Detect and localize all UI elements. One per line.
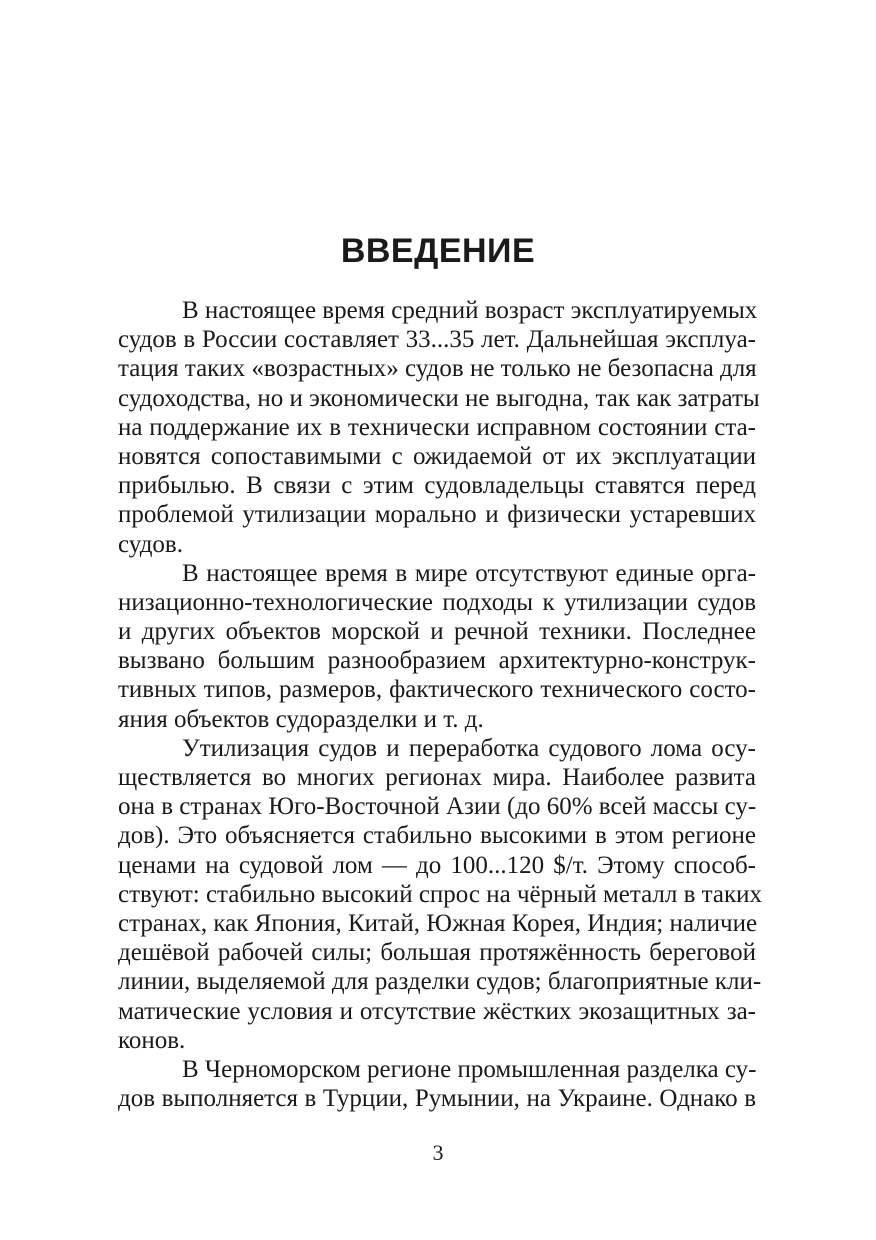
- text-line: тация таких «возрастных» судов не только не безопасна для: [118, 355, 757, 383]
- text-line: В настоящее время средний возраст эксплуатируемых: [182, 297, 758, 324]
- page-title: ВВЕДЕНИЕ: [340, 232, 536, 270]
- text-line: низационно-технологические подходы к утилизации судов: [118, 588, 756, 616]
- text-line: на поддержание их в технически исправном состоянии ста-: [118, 413, 756, 441]
- paragraph-1: [118, 296, 760, 559]
- text-line: вызвано большим разнообразием архитектурно-конструк-: [118, 647, 756, 675]
- text-line: ствуют: стабильно высокий спрос на чёрный металл в таких: [118, 880, 763, 908]
- text-line: тивных типов, размеров, фактического технического состо-: [118, 676, 756, 704]
- text-line: судов.: [118, 530, 183, 558]
- text-line: прибылью. В связи с этим судовладельцы ставятся перед: [118, 472, 756, 500]
- text-line: судов в России составляет 33...35 лет. Дальнейшая эксплуа-: [118, 326, 756, 354]
- text-line: В настоящее время в мире отсутствуют единые орга-: [182, 559, 756, 587]
- text-line: ществляется во многих регионах мира. Наиболее развита: [118, 764, 756, 791]
- paragraph-2: [118, 559, 756, 734]
- text-line: ценами на судовой лом — до 100...120 $/т. Этому способ-: [118, 851, 756, 879]
- text-line: В Черноморском регионе промышленная разделка су-: [182, 1055, 757, 1083]
- text-line: матические условия и отсутствие жёстких экозащитных за-: [118, 997, 756, 1025]
- text-line: и других объектов морской и речной техники. Последнее: [118, 618, 756, 646]
- text-line: странах, как Япония, Китай, Южная Корея, Индия; наличие: [118, 909, 758, 937]
- page-number: 3: [432, 1140, 444, 1165]
- text-line: новятся сопоставимыми с ожидаемой от их эксплуатации: [118, 442, 756, 470]
- text-line: проблемой утилизации морально и физически устаревших: [118, 501, 756, 529]
- text-line: дов). Это объясняется стабильно высокими в этом регионе: [118, 822, 756, 850]
- body-text: [118, 296, 763, 1113]
- paragraph-4: [118, 1055, 756, 1113]
- paragraph-3: [118, 734, 763, 1055]
- text-line: яния объектов судоразделки и т. д.: [118, 705, 484, 733]
- text-line: Утилизация судов и переработка судового лома осу-: [182, 734, 756, 762]
- text-line: судоходства, но и экономически не выгодна, так как затраты: [118, 384, 760, 412]
- text-line: дешёвой рабочей силы; большая протяжённость береговой: [118, 939, 756, 967]
- text-line: дов выполняется в Турции, Румынии, на Украине. Однако в: [118, 1085, 756, 1113]
- text-line: линии, выделяемой для разделки судов; благоприятные кли-: [118, 968, 762, 996]
- text-line: она в странах Юго-Восточной Азии (до 60% всей массы су-: [118, 793, 757, 821]
- text-line: конов.: [118, 1026, 186, 1054]
